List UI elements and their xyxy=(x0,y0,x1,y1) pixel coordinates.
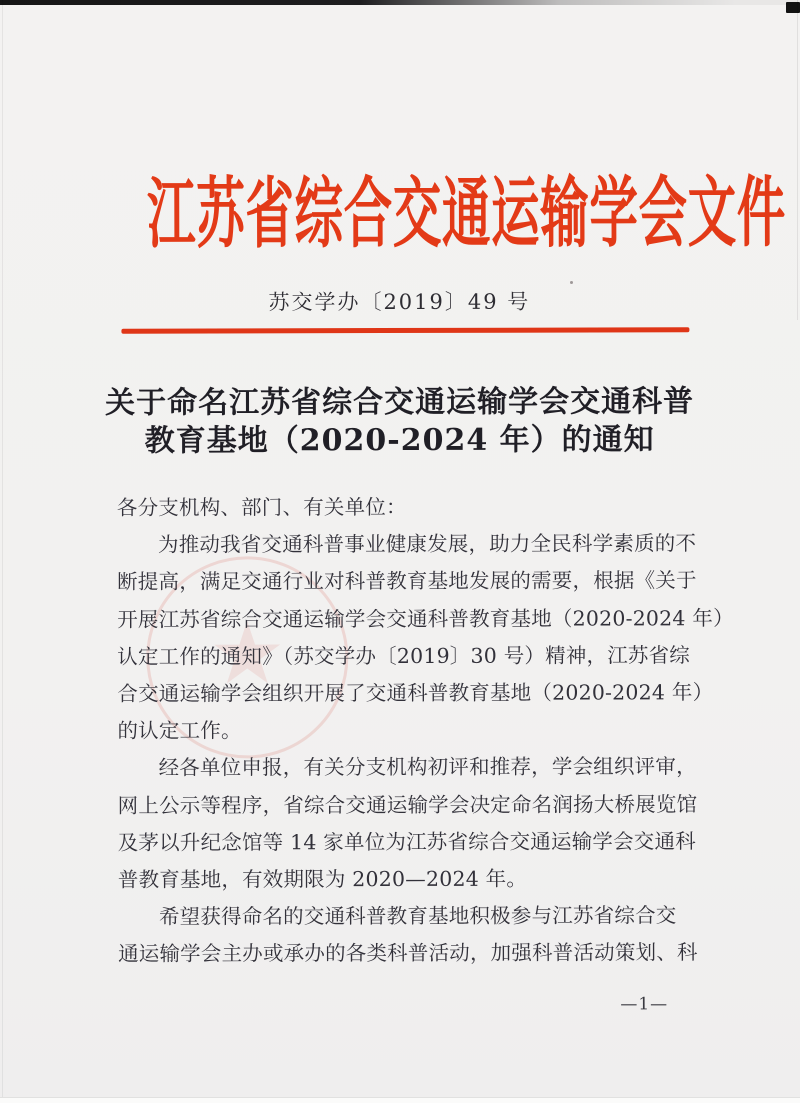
body-line: 断提高，满足交通行业对科普教育基地发展的需要，根据《关于 xyxy=(117,568,697,595)
body-line: 合交通运输学会组织开展了交通科普教育基地（2020-2024 年） xyxy=(117,680,714,706)
body-line-salutation: 各分支机构、部门、有关单位： xyxy=(116,494,407,520)
scan-artifact-bottom-strip xyxy=(0,1097,800,1103)
red-divider-rule xyxy=(121,327,689,333)
document-title-line-1: 关于命名江苏省综合交通运输学会交通科普 xyxy=(105,384,695,421)
page-number: —1— xyxy=(620,994,669,1015)
seal-star-icon: ★ xyxy=(208,603,286,705)
body-line: 希望获得命名的交通科普教育基地积极参与江苏省综合交 xyxy=(158,903,677,929)
letterhead-title: 江苏省综合交通运输学会文件 xyxy=(146,167,787,260)
body-line: 为推动我省交通科普事业健康发展，助力全民科学素质的不 xyxy=(157,531,697,557)
document-number: 苏交学办〔2019〕49 号 xyxy=(268,289,531,315)
body-line: 通运输学会主办或承办的各类科普活动，加强科普活动策划、科 xyxy=(118,940,698,967)
document-body xyxy=(116,488,734,973)
body-line: 的认定工作。 xyxy=(117,718,242,743)
body-line: 认定工作的通知》（苏交学办〔2019〕30 号）精神，江苏省综 xyxy=(117,643,691,669)
body-line: 经各单位申报，有关分支机构初评和推荐，学会组织评审， xyxy=(158,754,697,781)
document-title-line-2: 教育基地（2020-2024 年）的通知 xyxy=(144,422,655,459)
body-line: 普教育基地，有效期限为 2020—2024 年。 xyxy=(117,866,528,892)
body-line: 及茅以升纪念馆等 14 家单位为江苏省综合交通运输学会交通科 xyxy=(117,829,696,855)
body-line: 网上公示等程序，省综合交通运输学会决定命名润扬大桥展览馆 xyxy=(117,791,698,818)
body-line: 开展江苏省综合交通运输学会交通科普教育基地（2020-2024 年） xyxy=(117,605,734,632)
